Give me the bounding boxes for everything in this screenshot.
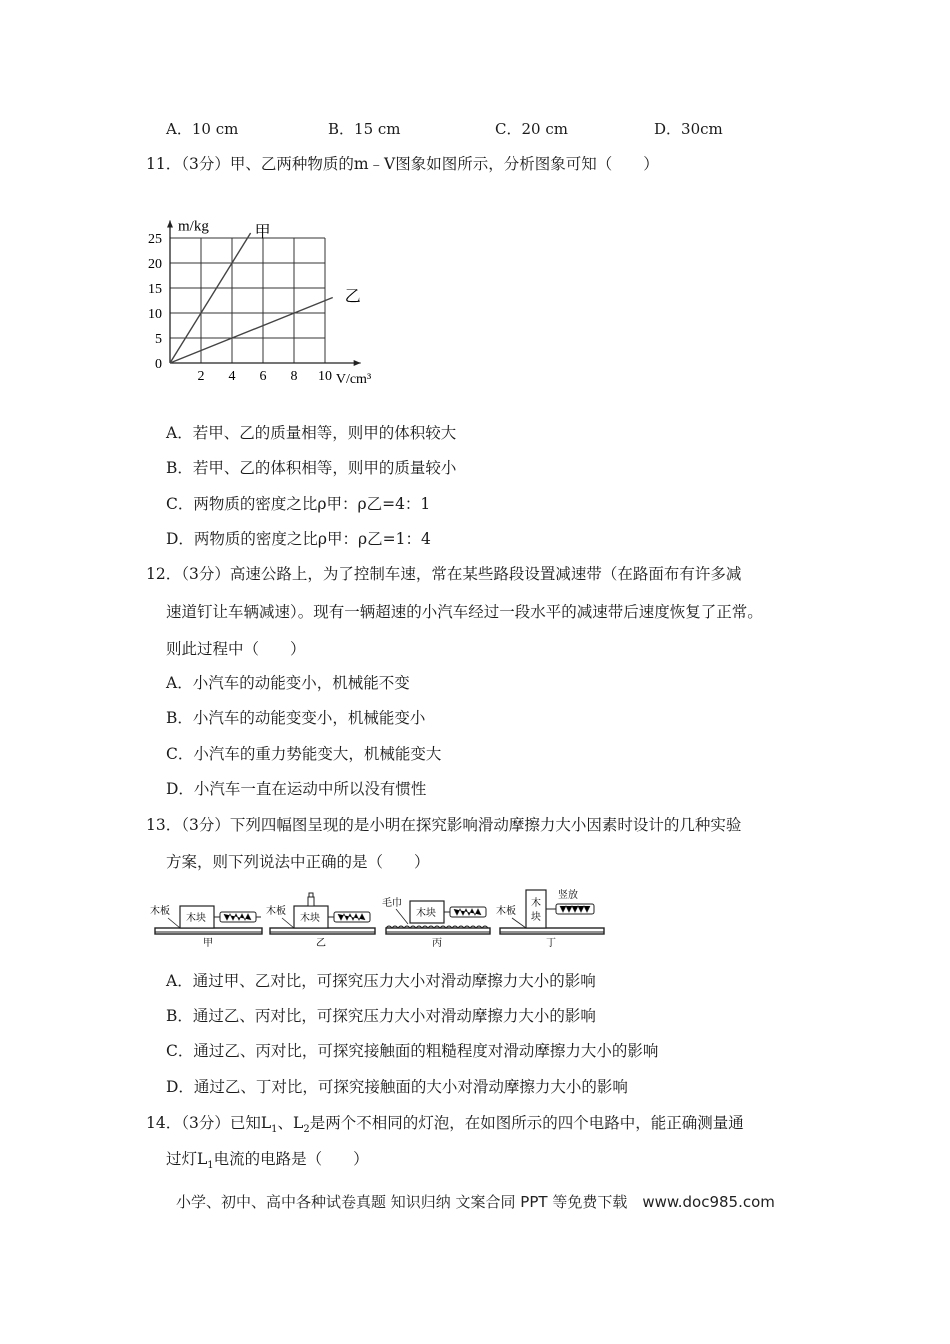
x-axis-label: V/cm³ [335,372,372,387]
q11-option-c: C．两物质的密度之比ρ甲：ρ乙=4：1 [166,495,431,513]
y-tick-label: 25 [148,232,162,247]
x-tick-label: 6 [259,369,267,384]
q14-text-e: 电流的电路是（ ） [213,1150,369,1168]
q12-option-a: A．小汽车的动能变小，机械能不变 [166,674,410,692]
series-line-乙 [170,298,333,364]
q12-stem-line-1: 12．（3分）高速公路上，为了控制车速，常在某些路段设置减速带（在路面布有许多减 [146,565,742,583]
panel-yi [266,893,375,949]
x-tick-label: 2 [197,369,205,384]
upright-label: 竖放 [558,890,578,901]
block-label: 木块 [300,913,320,924]
q12-option-c: C．小汽车的重力势能变大，机械能变大 [166,745,442,763]
q14-sub-1: 1 [271,1124,278,1136]
panel-label-jia: 甲 [203,938,213,949]
x-tick-label: 10 [318,369,332,384]
block-label: 木块 [416,908,436,919]
panel-ding [496,888,604,949]
q14-text-a: 14．（3分）已知L [146,1114,272,1132]
q14-sub-3: 1 [207,1160,214,1172]
q14-sub-2: 2 [303,1124,310,1136]
y-tick-label: 20 [148,257,162,272]
q10-option-b: B．15 cm [328,120,401,138]
y-tick-label: 0 [155,357,162,372]
q12-stem-line-2: 速道钉让车辆减速）。现有一辆超速的小汽车经过一段水平的减速带后速度恢复了正常。 [166,603,763,621]
chart-axes [167,218,361,367]
q12-option-d: D．小汽车一直在运动中所以没有惯性 [166,780,427,798]
q14-text-d: 过灯L [166,1150,208,1168]
q13-friction-figure [150,884,610,954]
chart-labels [148,219,371,388]
series-label-yi: 乙 [344,288,361,306]
y-tick-label: 10 [148,307,162,322]
y-axis-arrow [167,221,173,228]
q11-option-b: B．若甲、乙的体积相等，则甲的质量较小 [166,459,457,477]
board-label: 木板 [266,906,286,917]
series-line-甲 [170,233,251,363]
panel-label-bing: 丙 [432,938,442,949]
panel-label-ding: 丁 [546,938,556,949]
q13-stem-line-1: 13．（3分）下列四幅图呈现的是小明在探究影响滑动摩擦力大小因素时设计的几种实验 [146,816,742,834]
q12-option-b: B．小汽车的动能变变小，机械能变小 [166,709,426,727]
y-tick-label: 15 [148,282,162,297]
q14-text-b: 、L [277,1114,304,1132]
q14-stem-line-2 [166,1149,369,1176]
board-label: 木板 [150,906,170,917]
q14-stem-line-1 [146,1113,744,1140]
panel-bing [382,896,490,949]
q13-option-b: B．通过乙、丙对比，可探究压力大小对滑动摩擦力大小的影响 [166,1007,596,1025]
q10-option-d: D．30cm [654,120,723,138]
x-tick-label: 8 [290,369,298,384]
series-label-jia: 甲 [254,224,271,241]
q13-option-d: D．通过乙、丁对比，可探究接触面的大小对滑动摩擦力大小的影响 [166,1078,628,1096]
towel-label: 毛巾 [382,898,402,909]
y-axis-label: m/kg [178,218,209,235]
block-label-upright-2: 块 [531,912,541,923]
block-label: 木块 [186,913,206,924]
x-tick-label: 4 [228,369,236,384]
q10-option-a: A．10 cm [166,120,239,138]
x-axis-arrow [354,360,361,366]
panel-label-yi: 乙 [316,938,326,949]
q11-option-d: D．两物质的密度之比ρ甲：ρ乙=1：4 [166,530,431,548]
board-label: 木板 [496,906,516,917]
block-label-upright-1: 木 [531,898,541,909]
q13-stem-line-2: 方案，则下列说法中正确的是（ ） [166,853,430,871]
q11-mv-chart [140,183,400,388]
q13-option-c: C．通过乙、丙对比，可探究接触面的粗糙程度对滑动摩擦力大小的影响 [166,1042,659,1060]
chart-grid [170,238,325,363]
q14-text-c: 是两个不相同的灯泡，在如图所示的四个电路中，能正确测量通 [309,1114,744,1132]
chart-series [170,233,333,363]
q13-option-a: A．通过甲、乙对比，可探究压力大小对滑动摩擦力大小的影响 [166,972,596,990]
q12-stem-line-3: 则此过程中（ ） [166,640,306,658]
page-footer: 小学、初中、高中各种试卷真题 知识归纳 文案合同 PPT 等免费下载 www.doc985.com [176,1193,775,1211]
q10-option-c: C．20 cm [495,120,568,138]
panel-jia [150,904,262,949]
q11-option-a: A．若甲、乙的质量相等，则甲的体积较大 [166,424,457,442]
y-tick-label: 5 [155,332,162,347]
q11-stem: 11．（3分）甲、乙两种物质的m﹣V图象如图所示，分析图象可知（ ） [146,155,659,173]
